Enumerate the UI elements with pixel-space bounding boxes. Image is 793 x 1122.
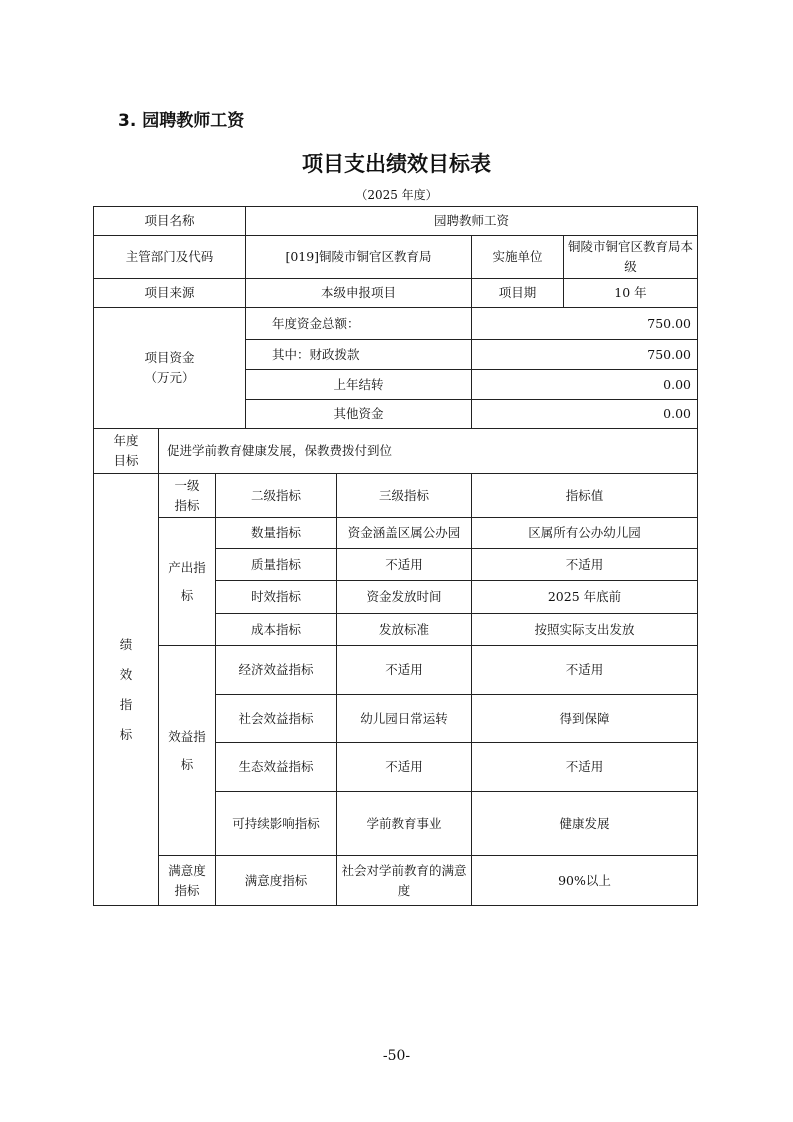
- indicator-value: 不适用: [471, 548, 698, 581]
- indicator-level3: 发放标准: [336, 613, 472, 646]
- goal-label: 年度目标: [93, 428, 159, 474]
- source-value: 本级申报项目: [245, 278, 472, 308]
- fund-fiscal-value: 750.00: [471, 339, 698, 370]
- period-label: 项目期: [471, 278, 564, 308]
- indicator-value: 区属所有公办幼儿园: [471, 517, 698, 549]
- section-heading: 3. 园聘教师工资: [118, 111, 245, 131]
- indicator-level2: 数量指标: [215, 517, 337, 549]
- table-title: 项目支出绩效目标表: [302, 152, 491, 176]
- source-label: 项目来源: [93, 278, 246, 308]
- indicator-value: 按照实际支出发放: [471, 613, 698, 646]
- indicator-level2: 时效指标: [215, 580, 337, 614]
- header-level2: 二级指标: [215, 473, 337, 518]
- fund-total-value: 750.00: [471, 307, 698, 340]
- indicator-value: 不适用: [471, 742, 698, 792]
- indicator-level2: 经济效益指标: [215, 645, 337, 695]
- indicator-value: 不适用: [471, 645, 698, 695]
- name-label: 项目名称: [93, 206, 246, 236]
- indicator-level3: 资金发放时间: [336, 580, 472, 614]
- table-year: （2025 年度）: [355, 188, 438, 202]
- impl-label: 实施单位: [471, 235, 564, 279]
- indicator-level2: 满意度指标: [215, 855, 337, 906]
- dept-value: [019]铜陵市铜官区教育局: [245, 235, 472, 279]
- indicator-level2: 社会效益指标: [215, 694, 337, 743]
- period-value: 10 年: [563, 278, 698, 308]
- indicator-level2: 成本指标: [215, 613, 337, 646]
- group-benefit: 效益指标: [158, 645, 216, 856]
- indicator-level3: 幼儿园日常运转: [336, 694, 472, 743]
- group-satisfaction: 满意度指标: [158, 855, 216, 906]
- indicator-value: 90%以上: [471, 855, 698, 906]
- indicator-level3: 资金涵盖区属公办园: [336, 517, 472, 549]
- indicator-level2: 生态效益指标: [215, 742, 337, 792]
- fund-other-value: 0.00: [471, 399, 698, 429]
- indicator-level3: 不适用: [336, 548, 472, 581]
- fund-label: 项目资金（万元）: [93, 307, 246, 429]
- group-output: 产出指标: [158, 517, 216, 646]
- fund-carry-value: 0.00: [471, 369, 698, 400]
- name-value: 园聘教师工资: [245, 206, 698, 236]
- goal-value: 促进学前教育健康发展，保教费拨付到位: [158, 428, 698, 474]
- dept-label: 主管部门及代码: [93, 235, 246, 279]
- indicator-value: 2025 年底前: [471, 580, 698, 614]
- indicator-level3: 不适用: [336, 742, 472, 792]
- fund-total-label: 年度资金总额：: [245, 307, 472, 340]
- header-level3: 三级指标: [336, 473, 472, 518]
- fund-other-label: 其他资金: [245, 399, 472, 429]
- header-level1: 一级指标: [158, 473, 216, 518]
- fund-fiscal-label: 其中：财政拨款: [245, 339, 472, 370]
- header-value: 指标值: [471, 473, 698, 518]
- indicator-level3: 学前教育事业: [336, 791, 472, 856]
- indicator-value: 得到保障: [471, 694, 698, 743]
- indicator-value: 健康发展: [471, 791, 698, 856]
- indicator-level2: 可持续影响指标: [215, 791, 337, 856]
- impl-value: 铜陵市铜官区教育局本级: [563, 235, 698, 279]
- indicator-level3: 不适用: [336, 645, 472, 695]
- indicator-level2: 质量指标: [215, 548, 337, 581]
- fund-carry-label: 上年结转: [245, 369, 472, 400]
- page-number: -50-: [382, 1048, 411, 1064]
- perf-label: 绩效指标: [93, 473, 159, 906]
- indicator-level3: 社会对学前教育的满意度: [336, 855, 472, 906]
